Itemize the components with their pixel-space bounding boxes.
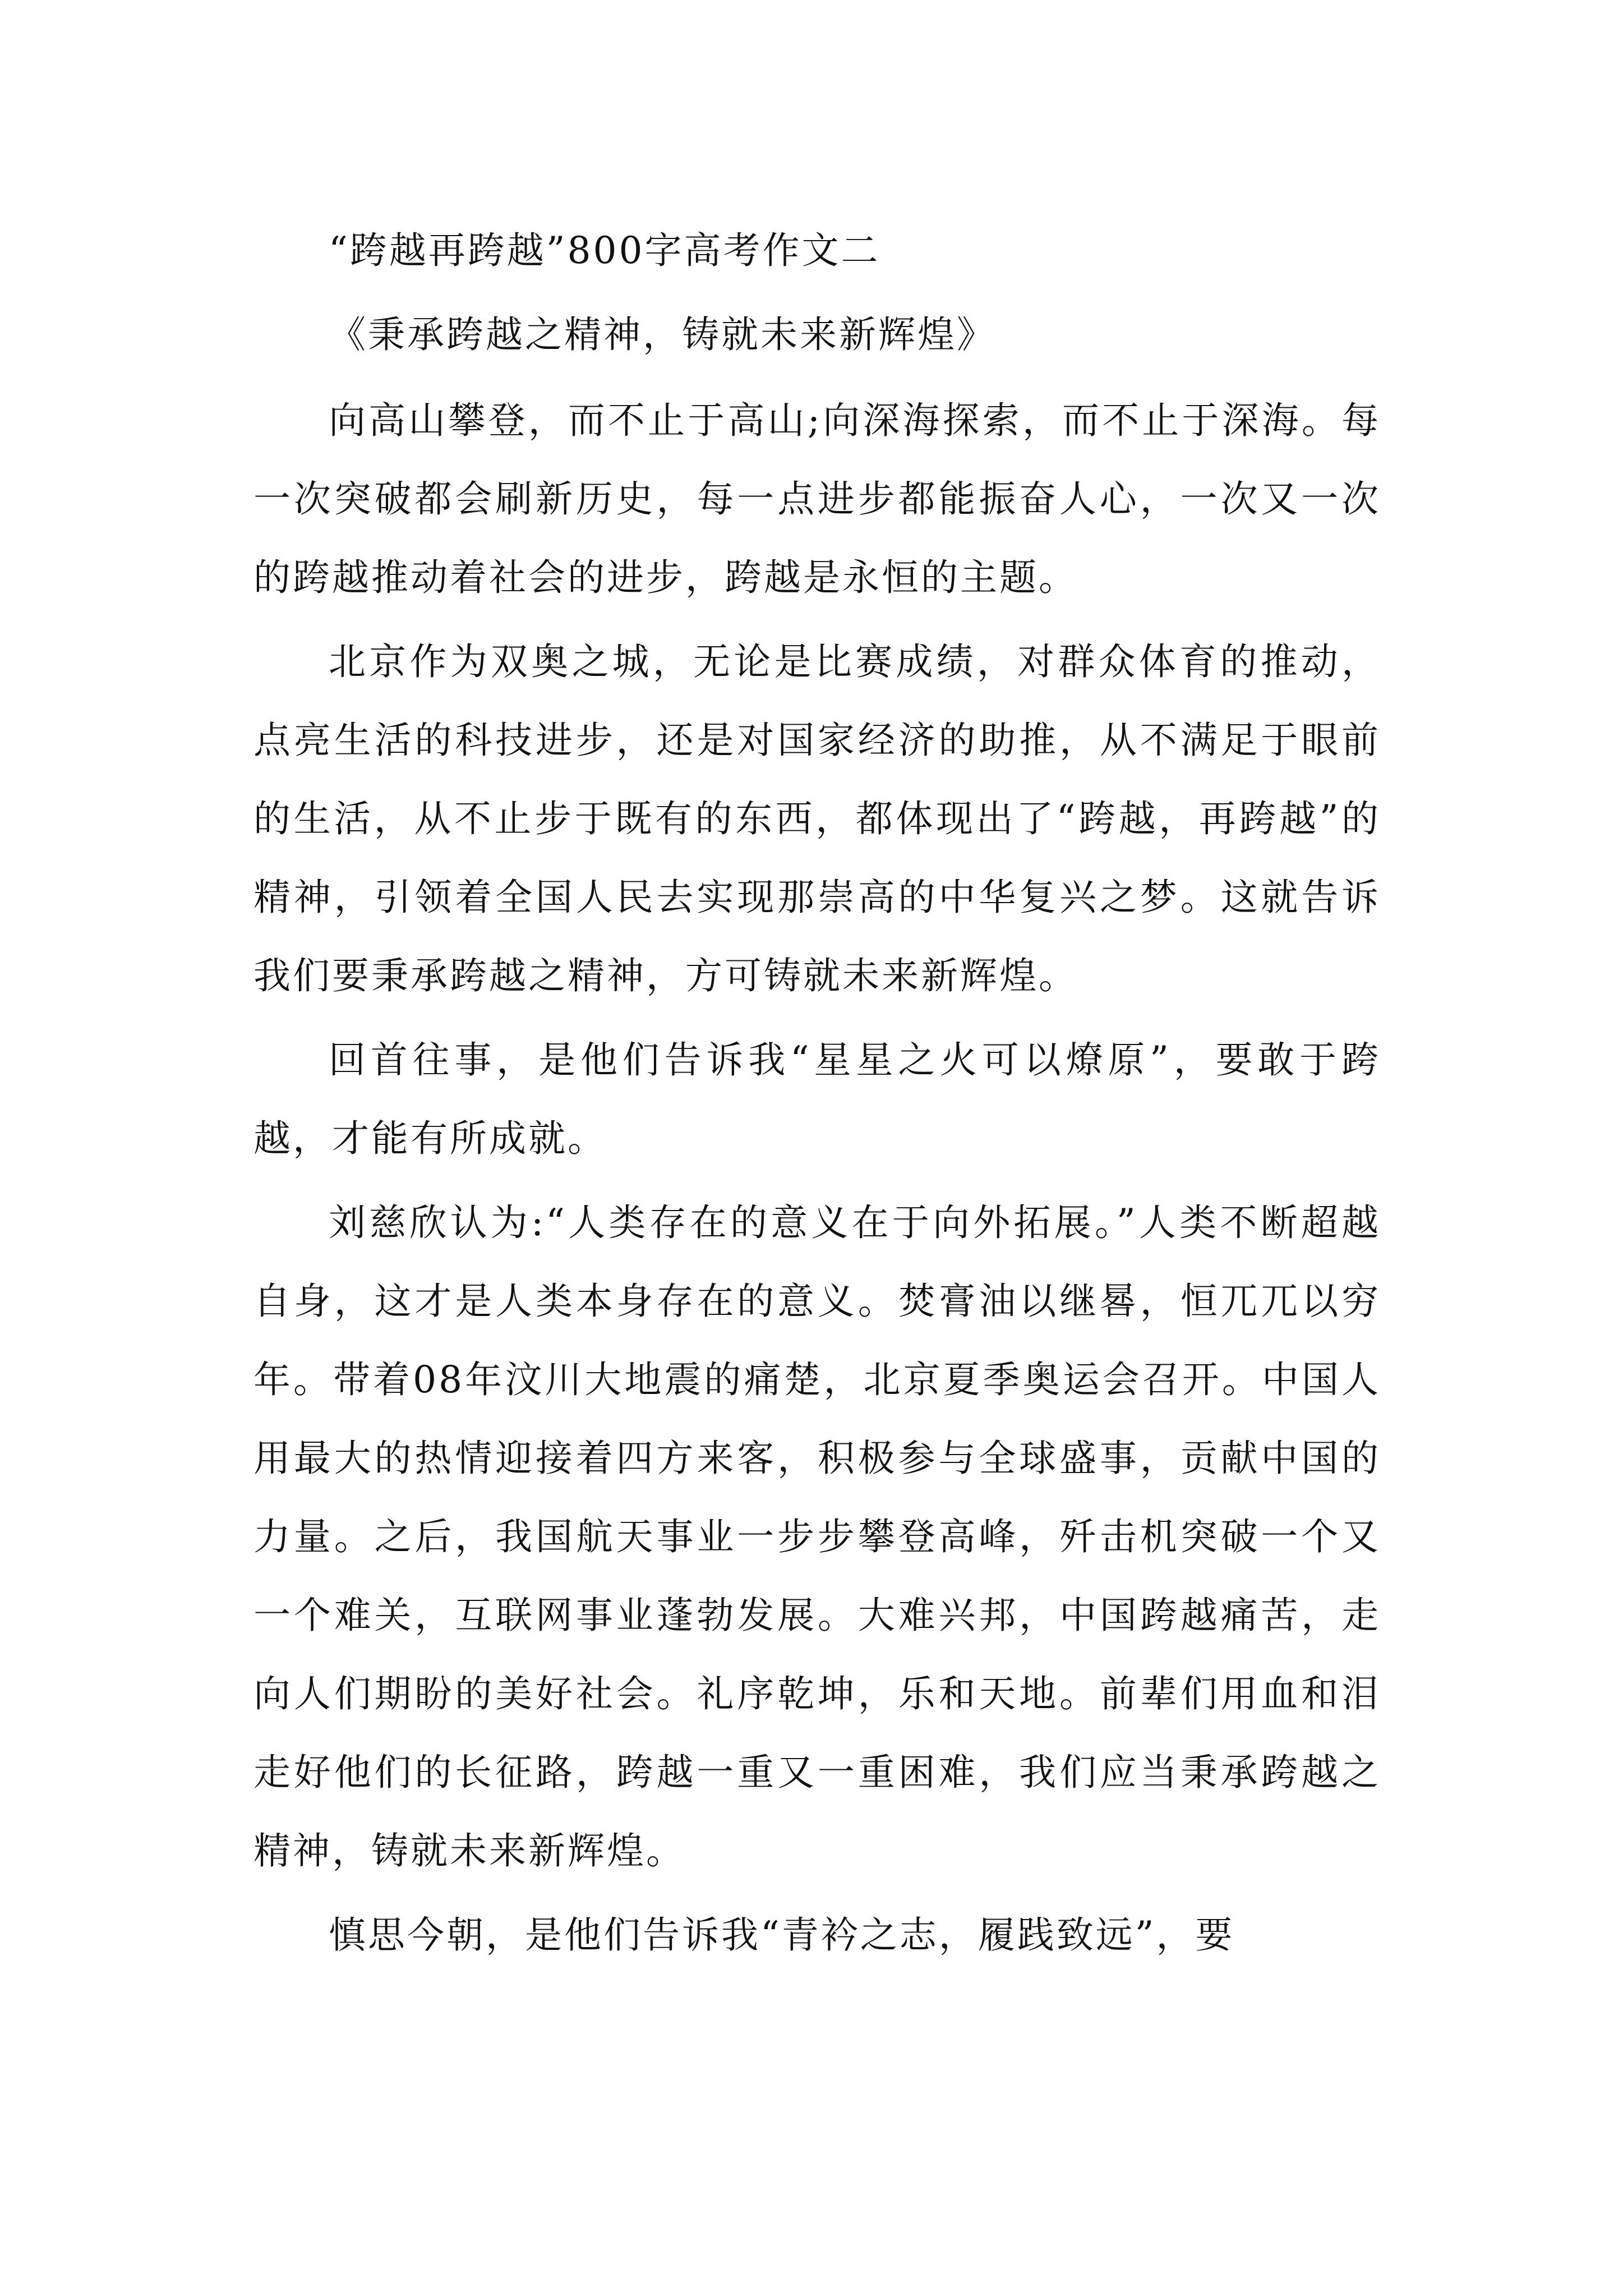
document-body [253, 209, 1381, 1975]
paragraph-5: 慎思今朝，是他们告诉我“青衿之志，履践致远”，要 [329, 1913, 1235, 1957]
paragraph-3: 回首往事，是他们告诉我“星星之火可以燎原”，要敢于跨越，才能有所成就。 [253, 1038, 1381, 1160]
document-title: “跨越再跨越”800字高考作文二 [329, 229, 880, 272]
paragraph-2: 北京作为双奥之城，无论是比赛成绩，对群众体育的推动，点亮生活的科技进步，还是对国家经济的助推，从不满足于眼前的生活，从不止步于既有的东西，都体现出了“跨越，再跨越”的精神，引领着全国人民去实现那崇高的中华复兴之梦。这就告诉我们要秉承跨越之精神，方可铸就未来新辉煌。 [253, 640, 1381, 997]
paragraph-4: 刘慈欣认为:“人类存在的意义在于向外拓展。”人类不断超越自身，这才是人类本身存在的意义。焚膏油以继晷，恒兀兀以穷年。带着08年汶川大地震的痛楚，北京夏季奥运会召开。中国人用最大的热情迎接着四方来客，积极参与全球盛事，贡献中国的力量。之后，我国航天事业一步步攀登高峰，歼击机突破一个又一个难关，互联网事业蓬勃发展。大难兴邦，中国跨越痛苦，走向人们期盼的美好社会。礼序乾坤，乐和天地。前辈们用血和泪走好他们的长征路，跨越一重又一重困难，我们应当秉承跨越之精神，铸就未来新辉煌。 [253, 1201, 1381, 1872]
document-subtitle: 《秉承跨越之精神，铸就未来新辉煌》 [329, 313, 996, 356]
paragraph-1: 向高山攀登，而不止于高山;向深海探索，而不止于深海。每一次突破都会刷新历史，每一点进步都能振奋人心，一次又一次的跨越推动着社会的进步，跨越是永恒的主题。 [253, 399, 1381, 599]
